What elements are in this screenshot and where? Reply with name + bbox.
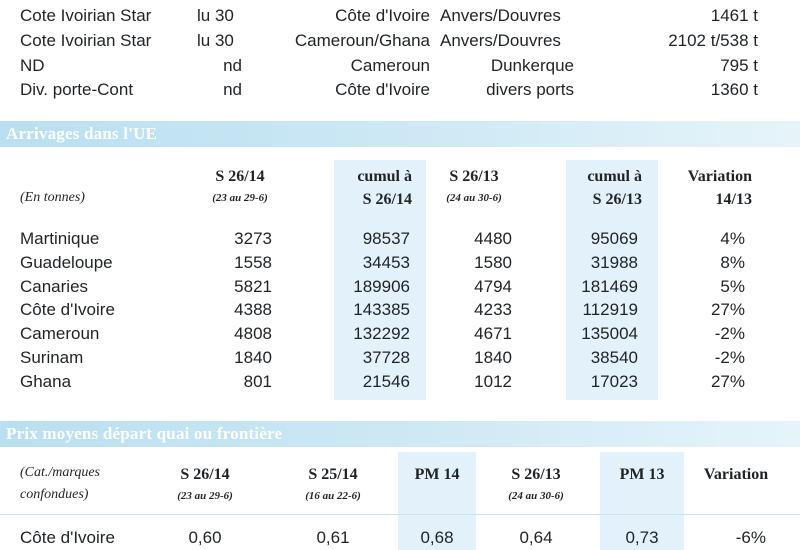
variation: -2% [714,348,745,367]
value: 112919 [582,300,638,319]
col-header: S 26/13 [449,168,499,185]
origin: Cameroun [20,324,100,343]
value: 0,61 [316,528,350,547]
variation: 4% [720,229,745,248]
arrival-day: nd [223,56,242,75]
col-header: S 26/13 [511,466,561,483]
col-header: PM 14 [414,466,460,483]
variation: 5% [720,277,745,296]
value: 1840 [474,348,512,367]
col-header-sub: (23 au 29-6) [212,192,268,204]
value: 0,68 [420,528,454,547]
variation: 27% [710,372,745,391]
value: 4794 [474,277,512,296]
tonnage: 1360 t [710,80,758,99]
value: 98537 [362,229,410,248]
value: 21546 [362,372,410,391]
value: 38540 [590,348,638,367]
category-label: (Cat./marques [20,465,100,480]
value: 801 [243,372,272,391]
header-divider [0,514,800,515]
col-header: S 26/14 [180,466,230,483]
destination-port: Dunkerque [490,56,574,75]
origin: Côte d'Ivoire [20,300,115,319]
origin: Côte d'Ivoire [335,6,430,25]
value: 135004 [581,324,638,343]
col-header: Variation [703,466,769,483]
origin: Cameroun [350,56,430,75]
value: 37728 [362,348,410,367]
value: 3273 [234,229,272,248]
vessel-name: Cote Ivoirian Star [20,31,152,50]
col-header: Variation [687,168,752,185]
prices-title-band [0,421,800,447]
col-header-sub: (24 au 30-6) [508,490,564,502]
value: 95069 [590,229,638,248]
value: 4233 [474,300,512,319]
value: 4808 [234,324,272,343]
variation: -6% [735,528,766,547]
value: 17023 [590,372,638,391]
col-header: S 26/14 [215,168,265,185]
col-header: S 26/14 [362,191,412,208]
origin: Martinique [20,229,100,248]
origin: Canaries [20,277,89,296]
value: 31988 [590,253,638,272]
value: 1840 [234,348,272,367]
variation: 8% [720,253,745,272]
value: 5821 [234,277,272,296]
destination-port: Anvers/Douvres [440,31,561,50]
value: 4388 [234,300,272,319]
value: 4671 [474,324,512,343]
tonnage: 1461 t [710,6,758,25]
col-header-sub: (16 au 22-6) [305,490,361,502]
arrival-day: lu 30 [197,31,234,50]
origin: Ghana [20,372,72,391]
value: 1558 [234,253,272,272]
origin: Cameroun/Ghana [294,31,430,50]
vessel-name: ND [20,56,45,75]
origin: Guadeloupe [20,253,113,272]
value: 34453 [362,253,410,272]
arrivals-title-band [0,121,800,147]
arrivals-title: Arrivages dans l'UE [6,124,158,143]
value: 1580 [474,253,512,272]
col-header: S 26/13 [592,191,642,208]
value: 0,73 [625,528,659,547]
value: 0,64 [519,528,553,547]
arrival-day: lu 30 [197,6,234,25]
value: 4480 [474,229,512,248]
value: 0,60 [188,528,222,547]
col-header: cumul à [587,168,642,185]
col-header: 14/13 [715,191,752,208]
origin: Surinam [20,348,84,367]
destination-port: divers ports [486,80,574,99]
tonnage: 795 t [720,56,758,75]
value: 189906 [353,277,410,296]
vessel-name: Cote Ivoirian Star [20,6,152,25]
value: 132292 [353,324,410,343]
col-header-sub: (24 au 30-6) [446,192,502,204]
col-header: S 25/14 [308,466,358,483]
vessel-name: Div. porte-Cont [20,80,134,99]
unit-label: (En tonnes) [20,190,85,205]
value: 181469 [581,277,638,296]
col-header: cumul à [357,168,412,185]
prices-title: Prix moyens départ quai ou frontière [6,424,283,443]
value: 143385 [353,300,410,319]
variation: -2% [714,324,745,343]
origin: Côte d'Ivoire [335,80,430,99]
tonnage: 2102 t/538 t [668,31,758,50]
variation: 27% [710,300,745,319]
origin: Côte d'Ivoire [20,528,115,547]
value: 1012 [474,372,512,391]
col-header: PM 13 [619,466,665,483]
col-header-sub: (23 au 29-6) [177,490,233,502]
destination-port: Anvers/Douvres [440,6,561,25]
category-label: confondues) [20,487,89,502]
arrival-day: nd [223,80,242,99]
